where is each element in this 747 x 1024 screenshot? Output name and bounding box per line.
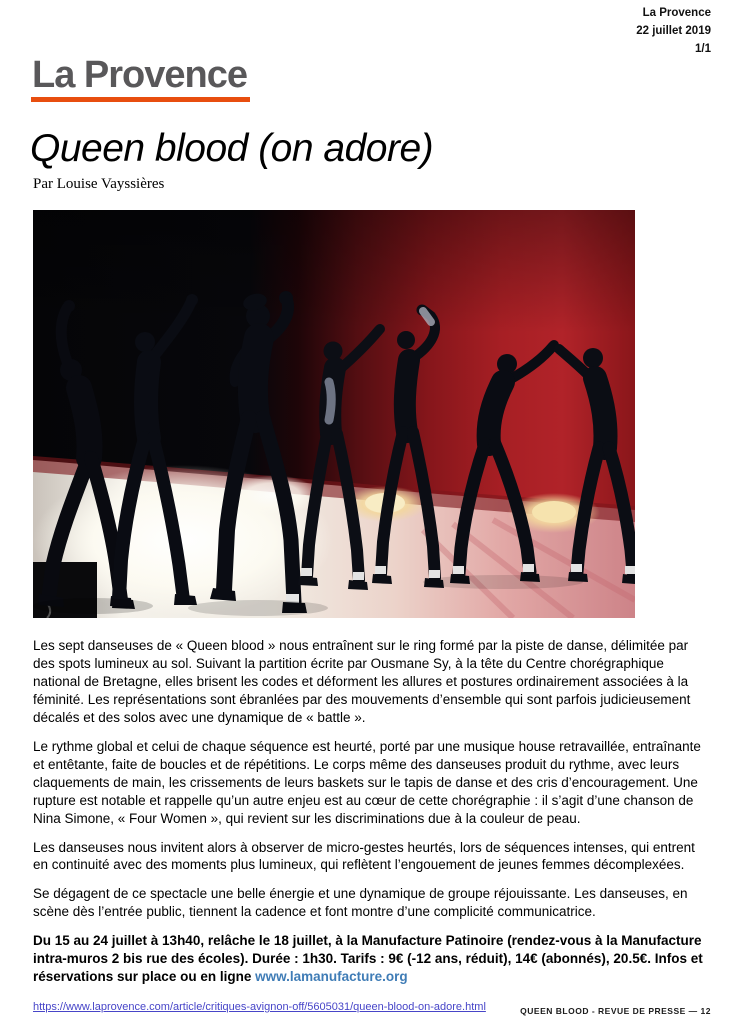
stage-photo: [33, 210, 635, 618]
header-date: 22 juillet 2019: [636, 24, 711, 37]
source-url-link[interactable]: https://www.laprovence.com/article/critiques-avignon-off/5605031/queen-blood-on-adore.html: [33, 1001, 486, 1014]
header-meta: [636, 5, 711, 58]
booking-info-text: Du 15 au 24 juillet à 13h40, relâche le 18 juillet, à la Manufacture Patinoire (rendez-vous à la Manufacture intra-muros 2 bis rue des écoles). Durée : 1h30. Tarifs : 9€ (-12 ans, réduit), 14€ (abonnés), 20.5€. Infos et réservations sur place ou en ligne: [33, 933, 703, 985]
header-page-indicator: 1/1: [695, 42, 711, 55]
header-publication: La Provence: [642, 7, 711, 19]
article-title: Queen blood (on adore): [30, 127, 434, 170]
article-body: [33, 637, 713, 1015]
paragraph-list: [33, 637, 713, 921]
lamanufacture-link[interactable]: www.lamanufacture.org: [255, 969, 408, 985]
booking-info: [33, 932, 713, 986]
article-paragraph: Les sept danseuses de « Queen blood » nous entraînent sur le ring formé par la piste de danse, délimitée par des spots lumineux au sol. Suivant la partition écrite par Ousmane Sy, à la tête du Centre chorégraphique national de Bretagne, elles brisent les codes et déforment les allures et postures ordinairement associées à la féminité. Les représentations sont ébranlées par des mouvements d’ensemble qui sont parfois judicieusement décalés et des solos avec une dynamique de « battle ».: [33, 638, 691, 725]
footer-label: QUEEN BLOOD - REVUE DE PRESSE — 12: [520, 1006, 711, 1016]
la-provence-logo: La Provence: [31, 56, 250, 102]
article-byline: Par Louise Vayssières: [33, 176, 165, 192]
dancers-photo-illustration: [33, 210, 635, 618]
article-paragraph: Les danseuses nous invitent alors à observer de micro-gestes heurtés, lors de séquences intenses, qui entrent en continuité avec des moments plus lumineux, qui reflètent l’engouement de jeunes femmes décomplexées.: [33, 839, 695, 873]
article-paragraph: Le rythme global et celui de chaque séquence est heurté, porté par une musique house retravaillée, entraînante et entêtante, faite de boucles et de répétitions. Le corps même des danseuses produit du rythme, avec leurs claquements de main, les crissements de leurs baskets sur le tapis de danse et des cris d’encouragement. Une rupture est notable et rappelle qu’un autre enjeu est au cœur de cette chorégraphie : il s’agit d’une chanson de Nina Simone, « Four Women », qui revient sur les discriminations due à la couleur de peau.: [33, 738, 701, 826]
article-paragraph: Se dégagent de ce spectacle une belle énergie et une dynamique de groupe réjouissante. Les danseuses, en scène dès l’entrée public, tiennent la cadence et font montre d’une complicité communicatrice.: [33, 886, 688, 920]
